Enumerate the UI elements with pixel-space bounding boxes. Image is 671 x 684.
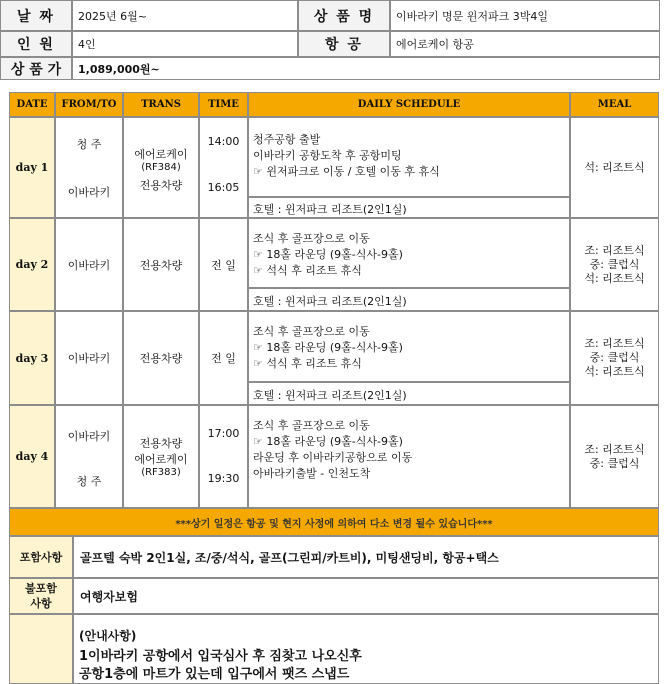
day-2-line-2: ☞ 18홀 라운딩 (9홀-식사-9홀): [253, 248, 403, 261]
col-from-to: FROM/TO: [55, 92, 123, 117]
day-1-line-3: ☞ 윈저파크로 이동 / 호텔 이동 후 휴식: [253, 165, 440, 178]
day-3-line-3: ☞ 석식 후 리조트 휴식: [253, 357, 362, 370]
product-value: 이바라키 명문 윈저파크 3박4일: [390, 0, 660, 31]
day-4-schedule: [248, 405, 570, 508]
col-trans: TRANS: [123, 92, 199, 117]
day-2-label: day 2: [9, 218, 55, 311]
day-3-line-1: 조식 후 골프장으로 이동: [253, 325, 370, 338]
airline-label: 항 공: [298, 31, 390, 57]
day-3-meal: [570, 311, 659, 405]
day-3-schedule: [248, 311, 570, 382]
day-2-line-1: 조식 후 골프장으로 이동: [253, 232, 370, 245]
day-2-hotel: 호텔 : 윈저파크 리조트(2인1실): [248, 288, 570, 311]
day-4-meal: [570, 405, 659, 508]
day-1-time-start: 14:00: [207, 135, 240, 148]
day-4-label: day 4: [9, 405, 55, 508]
day-2-trans: 전용차량: [123, 218, 199, 311]
people-label: 인 원: [0, 31, 72, 57]
day-2-schedule: [248, 218, 570, 288]
day-1-line-1: 청주공항 출발: [253, 133, 321, 146]
day-4-line-1: 조식 후 골프장으로 이동: [253, 419, 370, 432]
day-1-meal: [570, 117, 659, 218]
included-value: 골프텔 숙박 2인1실, 조/중/석식, 골프(그린피/카트비), 미팅샌딩비, 항공+택스: [73, 536, 659, 578]
day-3-meal-dinner: 석: 리조트식: [584, 365, 645, 378]
day-4-from-to: [55, 405, 123, 508]
people-value: 4인: [72, 31, 298, 57]
guide-line-1: 1이바라키 공항에서 입국심사 후 짐찾고 나오신후: [79, 649, 362, 664]
day-3-time: 전 일: [199, 311, 248, 405]
day-2-meal-dinner: 석: 리조트식: [584, 271, 645, 285]
col-time: TIME: [199, 92, 248, 117]
guide-title: (안내사항): [79, 629, 137, 643]
day-1-label: day 1: [9, 117, 55, 218]
day-1-hotel: 호텔 : 윈저파크 리조트(2인1실): [248, 197, 570, 218]
day-4-from: 이바라키: [67, 430, 111, 443]
price-value: 1,089,000원~: [72, 57, 660, 80]
day-4-time: [199, 405, 248, 508]
day-3-meal-lunch: 중: 클럽식: [589, 351, 640, 364]
day-4-line-3: 라운딩 후 이바라키공항으로 이동: [253, 451, 413, 464]
day-4-trans-flight: (RF383): [141, 467, 181, 478]
day-1-trans-flight: (RF384): [141, 162, 181, 173]
day-4-time-end: 19:30: [207, 472, 240, 485]
day-4-meal-breakfast: 조: 리조트식: [584, 442, 645, 456]
guide-label-blank: [9, 614, 73, 684]
day-4-trans-vehicle: 전용차량: [139, 437, 183, 450]
date-label: 날 짜: [0, 0, 72, 31]
day-2-meal-lunch: 중: 클럽식: [589, 257, 640, 271]
day-4-to: 청 주: [76, 475, 102, 488]
day-4-trans-airline: 에어로케이: [134, 453, 188, 466]
day-4-line-2: ☞ 18홀 라운딩 (9홀-식사-9홀): [253, 435, 403, 448]
day-1-from-to: [55, 117, 123, 218]
excluded-label: [9, 578, 73, 614]
day-3-line-2: ☞ 18홀 라운딩 (9홀-식사-9홀): [253, 341, 403, 354]
day-2-line-3: ☞ 석식 후 리조트 휴식: [253, 264, 362, 277]
col-date: DATE: [9, 92, 55, 117]
airline-value: 에어로케이 항공: [390, 31, 660, 57]
day-4-line-4: 아바라키출발 - 인천도착: [253, 467, 371, 480]
product-label: 상 품 명: [298, 0, 390, 31]
included-label: 포함사항: [9, 536, 73, 578]
day-2-meal: [570, 218, 659, 311]
excluded-label-line-2: 사항: [30, 597, 52, 610]
day-3-meal-breakfast: 조: 리조트식: [584, 337, 645, 350]
day-1-trans: [123, 117, 199, 218]
day-2-from: 이바라키: [55, 218, 123, 311]
schedule-notice: ***상기 일정은 항공 및 현지 사정에 의하여 다소 변경 될수 있습니다***: [9, 508, 659, 536]
day-1-trans-airline: 에어로케이: [134, 148, 188, 161]
day-3-trans: 전용차량: [123, 311, 199, 405]
date-value: 2025년 6월~: [72, 0, 298, 31]
day-1-time: [199, 117, 248, 218]
day-1-line-2: 이바라키 공항도착 후 공항미팅: [253, 149, 402, 162]
excluded-label-line-1: 불포함: [25, 582, 57, 595]
day-3-label: day 3: [9, 311, 55, 405]
day-1-time-end: 16:05: [207, 181, 240, 194]
price-label: 상 품 가: [0, 57, 72, 80]
guide-line-2: 공항1층에 마트가 있는데 입구에서 팻즈 스냅드: [79, 667, 350, 682]
day-4-time-start: 17:00: [207, 427, 240, 440]
guide-box: [73, 614, 659, 684]
day-2-meal-breakfast: 조: 리조트식: [584, 243, 645, 257]
day-1-to: 이바라키: [67, 186, 111, 199]
day-1-from: 청 주: [76, 138, 102, 151]
excluded-value: 여행자보험: [73, 578, 659, 614]
day-1-trans-vehicle: 전용차량: [139, 179, 183, 192]
day-1-schedule: [248, 117, 570, 197]
col-daily-schedule: DAILY SCHEDULE: [248, 92, 570, 117]
day-4-meal-lunch: 중: 클럽식: [589, 456, 640, 470]
day-1-meal-dinner: 석: 리조트식: [584, 160, 645, 174]
col-meal: MEAL: [570, 92, 659, 117]
day-3-from: 이바라키: [55, 311, 123, 405]
day-4-trans: [123, 405, 199, 508]
day-2-time: 전 일: [199, 218, 248, 311]
day-3-hotel: 호텔 : 윈저파크 리조트(2인1실): [248, 382, 570, 405]
